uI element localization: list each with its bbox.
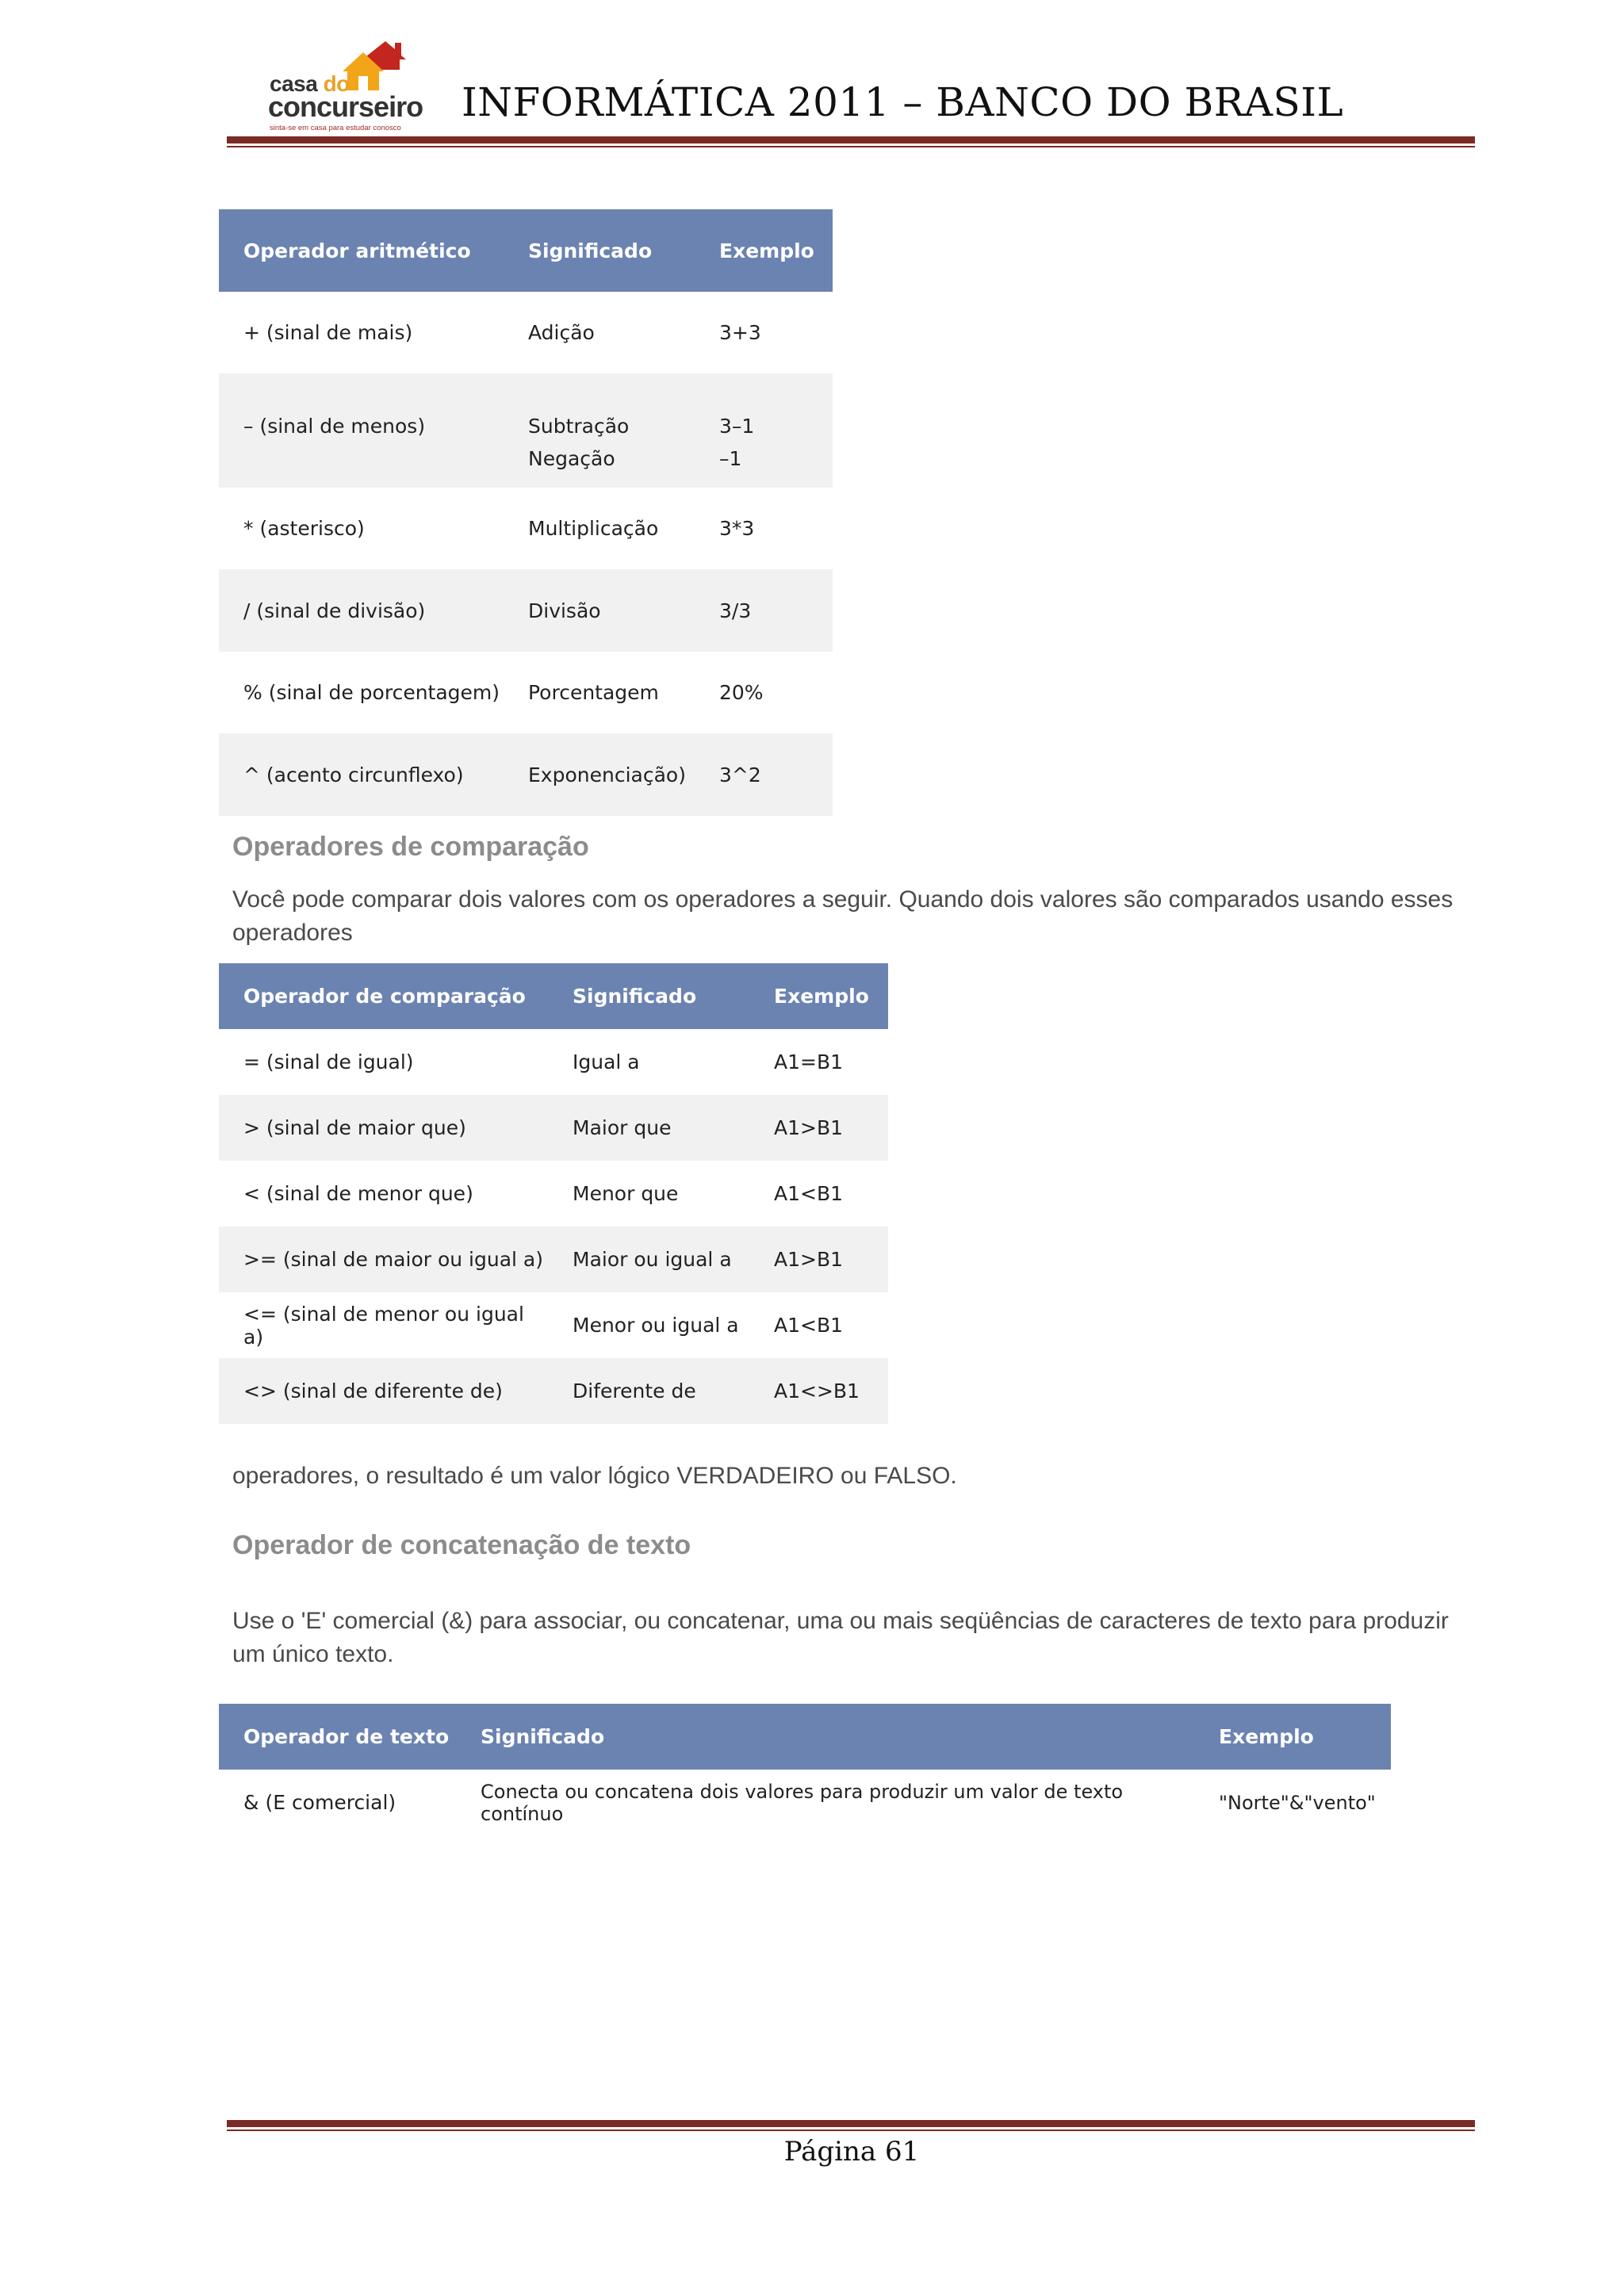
header-rule (227, 136, 1475, 144)
table-row (219, 1161, 888, 1226)
operator-cell: – (sinal de menos) (219, 373, 504, 488)
concat-intro: Use o 'E' comercial (&) para associar, ou concatenar, uma ou mais seqüências de caracteres de texto para produzir um único texto. (232, 1608, 1449, 1667)
comparison-outro: operadores, o resultado é um valor lógico VERDADEIRO ou FALSO. (232, 1463, 957, 1489)
meaning-cell: Igual a (573, 1050, 640, 1073)
logo-word-concurseiro: concurseiro (268, 90, 423, 123)
operator-cell: <= (sinal de menor ou igual a) (243, 1302, 524, 1349)
meaning-cell: Maior que (548, 1095, 749, 1161)
comparison-operators-table (219, 963, 888, 1424)
operator-cell: + (sinal de mais) (243, 321, 413, 344)
example-cell: "Norte"&"vento" (1219, 1791, 1376, 1814)
table-row (219, 373, 833, 488)
column-header: Operador de texto (219, 1704, 456, 1770)
operator-cell: & (E comercial) (243, 1791, 396, 1814)
page-number: Página 61 (783, 2136, 920, 2168)
logo (266, 35, 423, 132)
table-row (219, 569, 833, 652)
operator-cell: % (sinal de porcentagem) (243, 681, 500, 704)
example-cell: 20% (719, 681, 764, 704)
column-header: Exemplo (1194, 1704, 1391, 1770)
example-cell: A1=B1 (774, 1050, 844, 1073)
operator-cell: = (sinal de igual) (243, 1050, 414, 1073)
example-cell: 3^2 (695, 733, 833, 816)
column-header: Significado (504, 209, 695, 292)
comparison-heading: Operadores de comparação (232, 832, 589, 862)
meaning-cell: Subtração Negação (504, 373, 695, 488)
table-row (219, 488, 833, 569)
meaning-cell: Conecta ou concatena dois valores para produzir um valor de texto contínuo (481, 1780, 1124, 1825)
text-operator-table (219, 1704, 1391, 1835)
table-row (219, 1770, 1391, 1835)
meaning-cell: Adição (528, 321, 595, 344)
table-header-row (219, 963, 888, 1029)
column-header: Significado (456, 1704, 1194, 1770)
table-header-row (219, 1704, 1391, 1770)
table-row (219, 1029, 888, 1095)
meaning-cell: Divisão (504, 569, 695, 652)
table-row (219, 1226, 888, 1292)
meaning-cell: Porcentagem (528, 681, 659, 704)
table-header-row (219, 209, 833, 292)
footer-rule-thin (227, 2130, 1475, 2131)
document-title: INFORMÁTICA 2011 – BANCO DO BRASIL (462, 79, 1344, 125)
column-header: Operador de comparação (219, 963, 548, 1029)
logo-word-casa: casa do (270, 71, 350, 96)
meaning-cell: Menor que (573, 1182, 679, 1205)
table-row (219, 733, 833, 816)
example-cell: A1>B1 (749, 1095, 888, 1161)
operator-cell: >= (sinal de maior ou igual a) (219, 1226, 548, 1292)
meaning-cell: Multiplicação (528, 517, 659, 540)
example-cell: 3/3 (695, 569, 833, 652)
operator-cell: <> (sinal de diferente de) (219, 1358, 548, 1424)
operator-cell: ^ (acento circunflexo) (219, 733, 504, 816)
column-header: Exemplo (749, 963, 888, 1029)
table-row (219, 1292, 888, 1358)
example-cell: A1<B1 (774, 1314, 844, 1337)
arithmetic-operators-table (219, 209, 833, 816)
meaning-cell: Maior ou igual a (548, 1226, 749, 1292)
header-rule-thin (227, 146, 1475, 147)
meaning-cell: Diferente de (548, 1358, 749, 1424)
example-cell: 3+3 (719, 321, 761, 344)
column-header: Significado (548, 963, 749, 1029)
concat-heading: Operador de concatenação de texto (232, 1530, 691, 1560)
logo-tagline: sinta-se em casa para estudar conosco (270, 124, 401, 132)
example-cell: A1>B1 (749, 1226, 888, 1292)
comparison-intro: Você pode comparar dois valores com os operadores a seguir. Quando dois valores são comparados usando esses operadores (232, 886, 1454, 946)
meaning-cell: Exponenciação) (504, 733, 695, 816)
operator-cell: > (sinal de maior que) (219, 1095, 548, 1161)
footer-rule (227, 2120, 1475, 2127)
example-cell: A1<>B1 (749, 1358, 888, 1424)
example-cell: A1<B1 (774, 1182, 844, 1205)
example-cell: 3*3 (719, 517, 755, 540)
table-row (219, 1358, 888, 1424)
column-header: Operador aritmético (219, 209, 504, 292)
table-row (219, 1095, 888, 1161)
operator-cell: < (sinal de menor que) (243, 1182, 473, 1205)
operator-cell: / (sinal de divisão) (219, 569, 504, 652)
column-header: Exemplo (695, 209, 833, 292)
table-row (219, 652, 833, 733)
meaning-cell: Menor ou igual a (573, 1314, 739, 1337)
table-row (219, 292, 833, 373)
operator-cell: * (asterisco) (243, 517, 365, 540)
example-cell: 3–1 –1 (695, 373, 833, 488)
